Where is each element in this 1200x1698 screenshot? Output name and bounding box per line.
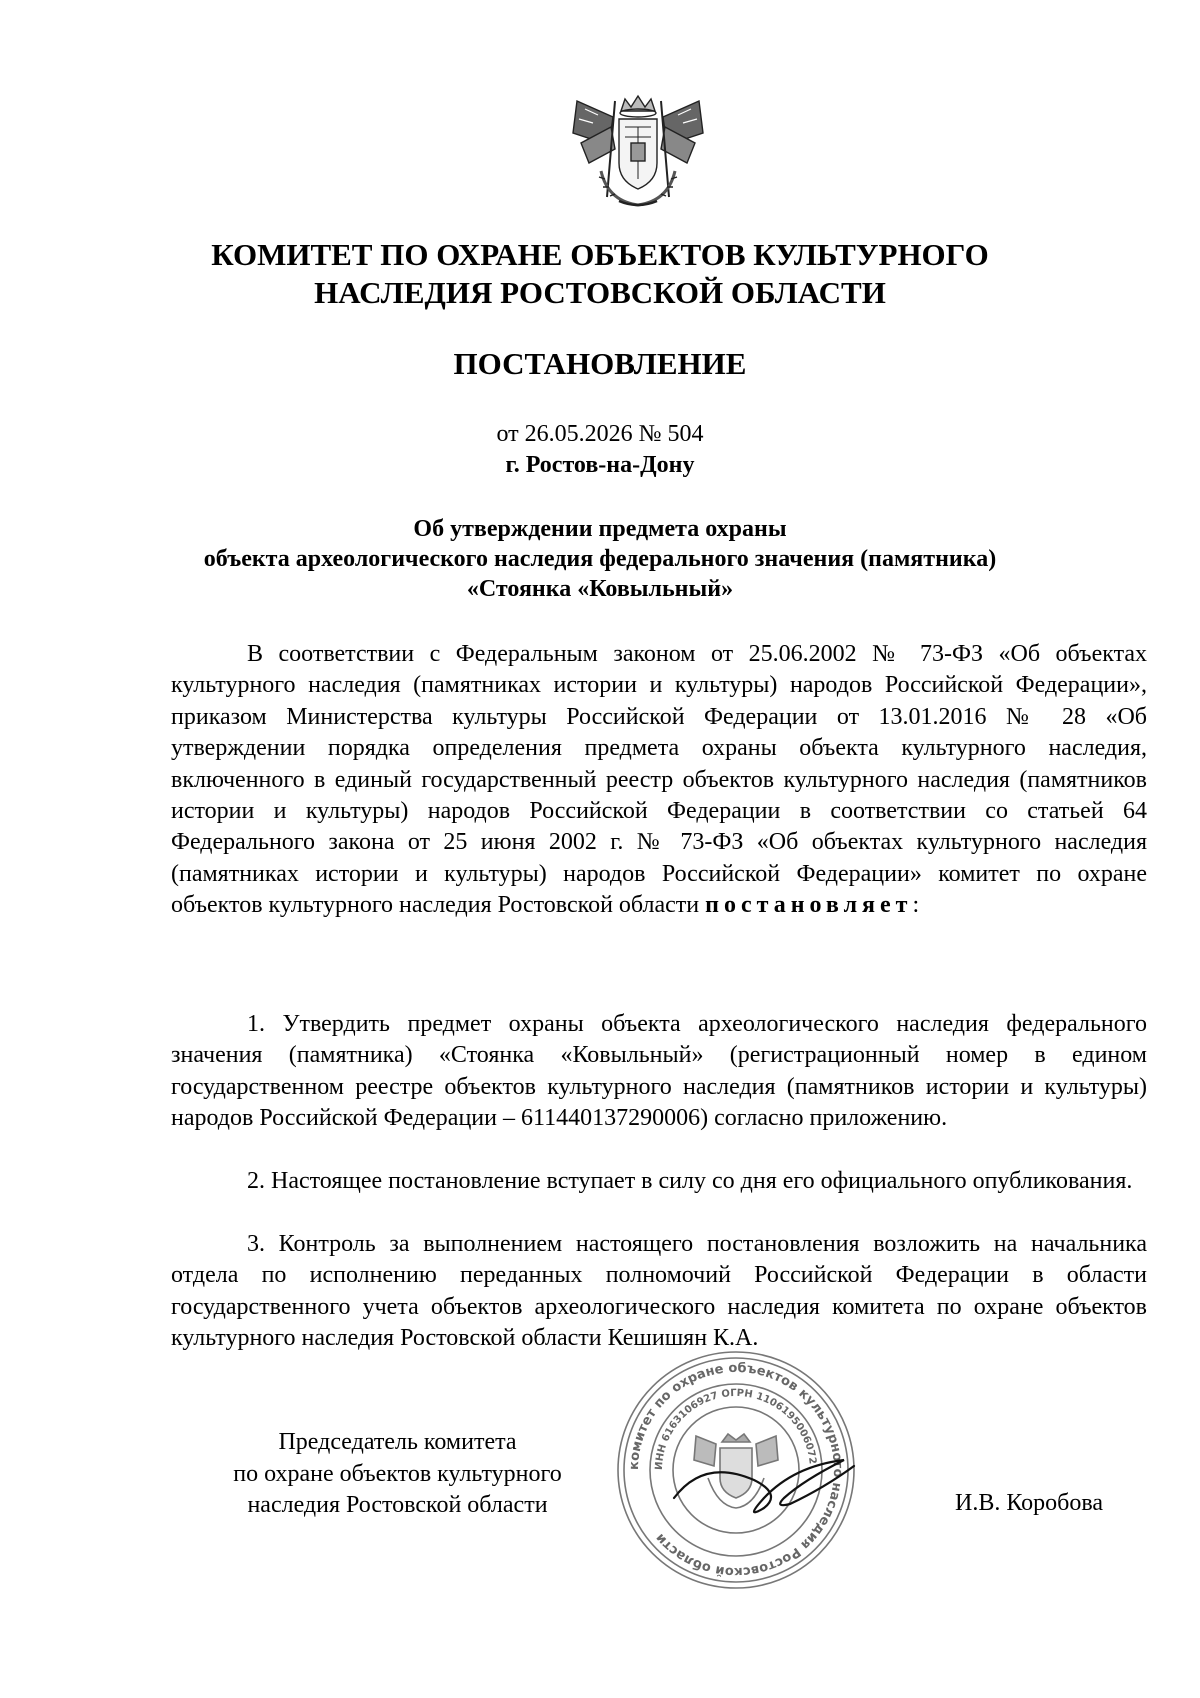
document-title-line1: Об утверждении предмета охраны (413, 516, 787, 542)
item-2-text: 2. Настоящее постановление вступает в силу со дня его официального опубликования. (247, 1168, 1133, 1194)
item-1-text: 1. Утвердить предмет охраны объекта археологического наследия федерального значения (памятника) «Стоянка «Ковыльный» (регистрационный номер в едином государственном реестре объектов культурного наследия (памятников истории и культуры) народов Российской Федерации – 611440137290006) согласно приложению. (171, 1011, 1147, 1132)
organization-name-line2: НАСЛЕДИЯ РОСТОВСКОЙ ОБЛАСТИ (314, 275, 886, 310)
list-item (171, 1009, 1147, 1135)
signatory-position-line2: по охране объектов культурного (233, 1460, 562, 1487)
signatory-name: И.В. Коробова (955, 1490, 1104, 1516)
preamble-text: В соответствии с Федеральным законом от 25.06.2002 № 73-ФЗ «Об объектах культурного наследия (памятниках истории и культуры) народов Российской Федерации», приказом Министерства культуры Российской Федерации от 13.01.2016 № 28 «Об утверждении порядка определения предмета охраны объекта культурного наследия, включенного в единый государственный реестр объектов культурного наследия (памятников истории и культуры) народов Российской Федерации в соответствии со статьей 64 Федерального закона от 25 июня 2002 г. № 73-ФЗ «Об объектах культурного наследия (памятниках истории и культуры) народов Российской Федерации» комитет по охране объектов культурного наследия Ростовской области (171, 641, 1147, 919)
seal-inner-text: ИНН 6163106927 ОГРН 1106195006072 (653, 1387, 818, 1471)
document-title-line2: объекта археологического наследия федерального значения (памятника) (203, 546, 997, 572)
list-item (171, 1166, 1147, 1197)
document-title (0, 514, 1200, 604)
document-title-line3: «Стоянка «Ковыльный» (466, 576, 734, 602)
organization-name (0, 236, 1200, 312)
item-3-text: 3. Контроль за выполнением настоящего постановления возложить на начальника отдела по исполнению переданных полномочий Российской Федерации в области государственного учета объектов археологического наследия комитета по охране объектов культурного наследия Ростовской области Кешишян К.А. (171, 1231, 1147, 1352)
resolves-word: постановляет (705, 892, 913, 919)
document-type: ПОСТАНОВЛЕНИЕ (453, 346, 747, 381)
preamble-paragraph (171, 639, 1147, 922)
document-date-number: от 26.05.2026 № 504 (496, 421, 704, 447)
signatory-position (170, 1427, 625, 1522)
organization-name-line1: КОМИТЕТ ПО ОХРАНЕ ОБЪЕКТОВ КУЛЬТУРНОГО (211, 237, 989, 272)
coat-of-arms-icon (563, 93, 713, 211)
document-city: г. Ростов-на-Дону (505, 452, 695, 478)
signatory-position-line1: Председатель комитета (278, 1429, 517, 1455)
signatory-position-line3: наследия Ростовской области (247, 1492, 548, 1519)
list-item (171, 1229, 1147, 1355)
seal-outer-text: комитет по охране объектов культурного наследия Ростовской области (626, 1360, 846, 1580)
official-seal (614, 1348, 858, 1592)
resolves-colon: : (912, 892, 920, 919)
